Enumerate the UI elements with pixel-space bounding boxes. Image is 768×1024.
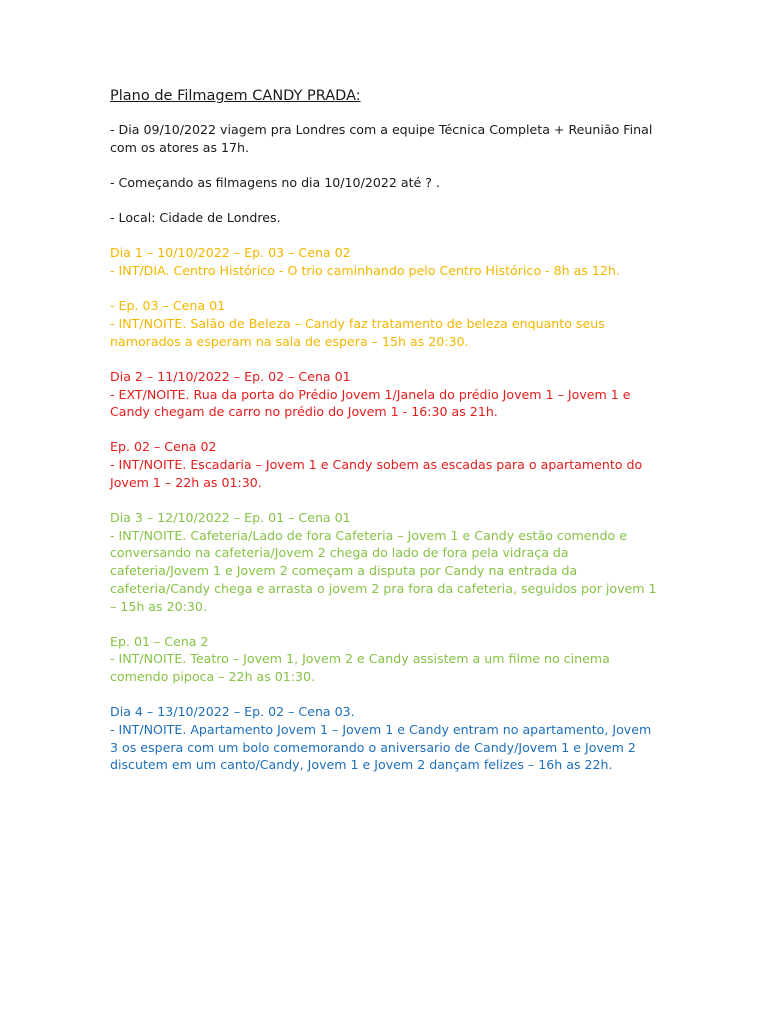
day4-block <box>110 703 658 774</box>
day4-header: Dia 4 – 13/10/2022 – Ep. 02 – Cena 03. <box>110 704 355 720</box>
day4-scene1-line-2: 3 os espera com um bolo comemorando o aniversario de Candy/Jovem 1 e Jovem 2 <box>110 739 636 755</box>
intro-location-line: - Local: Cidade de Londres. <box>110 210 281 226</box>
day2-block <box>110 368 658 421</box>
day3-block-2 <box>110 633 658 686</box>
day4-scene1-line-3: discutem em um canto/Candy, Jovem 1 e Jovem 2 dançam felizes – 16h as 22h. <box>110 757 613 773</box>
day1-block <box>110 244 658 279</box>
intro-start-line: - Começando as filmagens no dia 10/10/2022 até ? . <box>110 174 440 190</box>
intro-travel <box>110 121 658 156</box>
day3-scene1-line-2: conversando na cafeteria/Jovem 2 chega do lado de fora pela vidraça da <box>110 545 569 561</box>
document-page <box>110 86 658 792</box>
day3-scene2-line-2: comendo pipoca – 22h as 01:30. <box>110 669 316 685</box>
day2-block-2 <box>110 438 658 491</box>
day2-scene1-line-2: Candy chegam de carro no prédio do Jovem 1 - 16:30 as 21h. <box>110 404 498 420</box>
day1-header: Dia 1 – 10/10/2022 – Ep. 03 – Cena 02 <box>110 245 351 261</box>
day3-scene1-line-3: cafeteria/Jovem 1 e Jovem 2 começam a disputa por Candy na entrada da <box>110 563 578 579</box>
intro-location <box>110 209 658 227</box>
day3-scene1-line-1: - INT/NOITE. Cafeteria/Lado de fora Cafeteria – Jovem 1 e Candy estão comendo e <box>110 527 627 543</box>
document-title: Plano de Filmagem CANDY PRADA: <box>110 88 361 104</box>
day3-scene1-line-5: – 15h as 20:30. <box>110 598 207 614</box>
day1-block-2 <box>110 297 658 350</box>
day2-scene1-line-1: - EXT/NOITE. Rua da porta do Prédio Jovem 1/Janela do prédio Jovem 1 – Jovem 1 e <box>110 386 631 402</box>
day3-scene1-line-4: cafeteria/Candy chega e arrasta o jovem 2 pra fora da cafeteria, seguidos por jovem 1 <box>110 580 657 596</box>
day4-scene1-line-1: - INT/NOITE. Apartamento Jovem 1 – Jovem 1 e Candy entram no apartamento, Jovem <box>110 722 652 738</box>
day1-scene2-line-1: - INT/NOITE. Salão de Beleza – Candy faz tratamento de beleza enquanto seus <box>110 315 605 331</box>
day3-block <box>110 509 658 615</box>
day1-scene1: - INT/DIA. Centro Histórico - O trio caminhando pelo Centro Histórico - 8h as 12h. <box>110 263 620 279</box>
day1-scene2-line-2: namorados a esperam na sala de espera – 15h as 20:30. <box>110 333 469 349</box>
intro-start <box>110 174 658 192</box>
day2-scene2-line-1: - INT/NOITE. Escadaria – Jovem 1 e Candy sobem as escadas para o apartamento do <box>110 457 643 473</box>
day2-sub-header: Ep. 02 – Cena 02 <box>110 439 217 455</box>
day3-sub-header: Ep. 01 – Cena 2 <box>110 633 209 649</box>
day2-header: Dia 2 – 11/10/2022 – Ep. 02 – Cena 01 <box>110 368 351 384</box>
day2-scene2-line-2: Jovem 1 – 22h as 01:30. <box>110 474 262 490</box>
day3-header: Dia 3 – 12/10/2022 – Ep. 01 – Cena 01 <box>110 510 351 526</box>
day3-scene2-line-1: - INT/NOITE. Teatro – Jovem 1, Jovem 2 e Candy assistem a um filme no cinema <box>110 651 610 667</box>
intro-travel-line-2: com os atores as 17h. <box>110 139 250 155</box>
intro-travel-line-1: - Dia 09/10/2022 viagem pra Londres com a equipe Técnica Completa + Reunião Final <box>110 122 653 137</box>
day1-sub-header: - Ep. 03 – Cena 01 <box>110 298 226 314</box>
